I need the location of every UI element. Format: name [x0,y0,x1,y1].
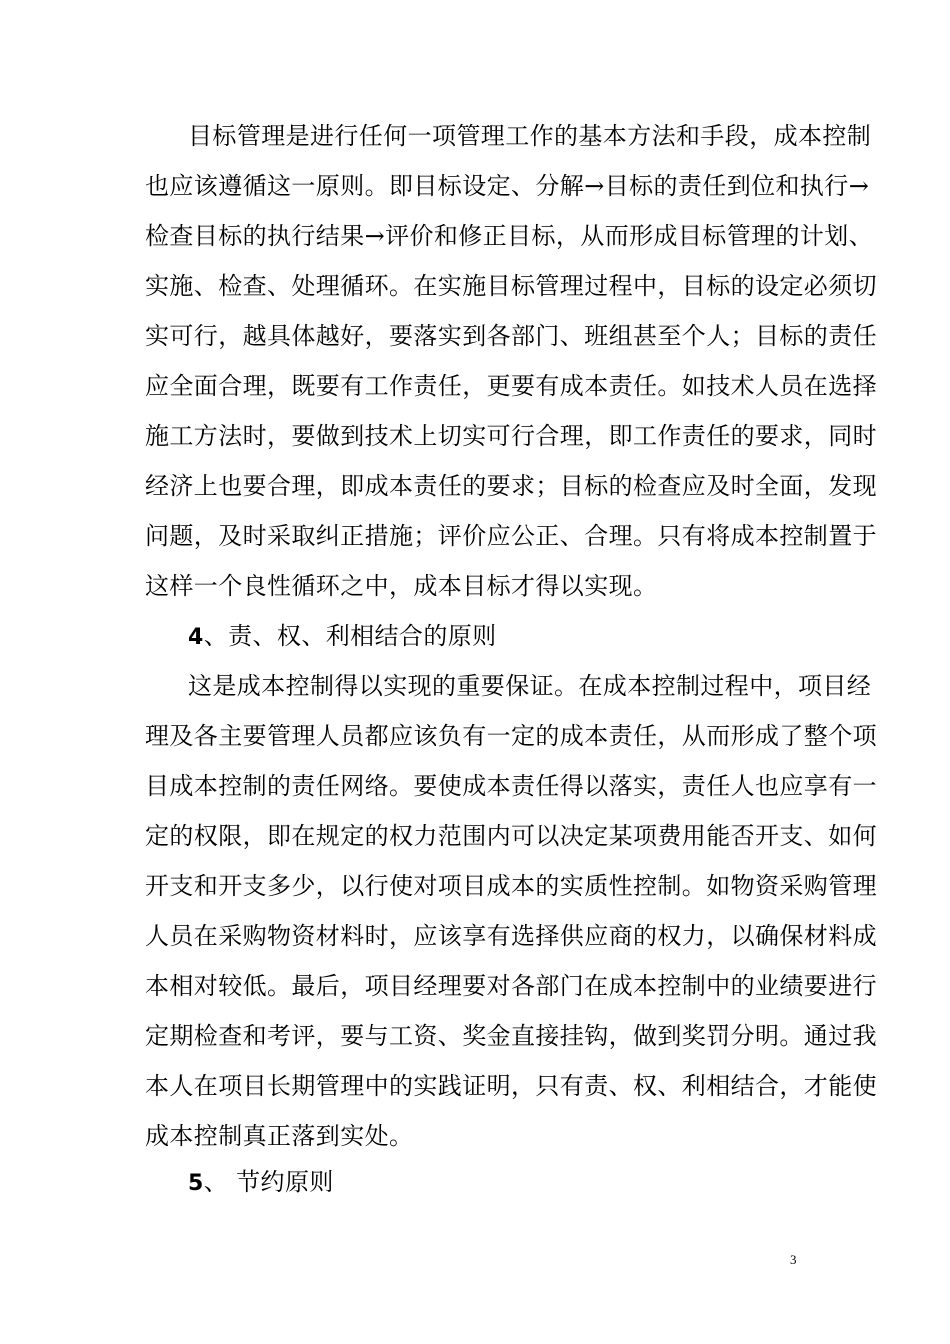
paragraph-2-line-10: 成本控制真正落到实处。 [145,1122,414,1150]
paragraph-2-line-6: 人员在采购物资材料时，应该享有选择供应商的权力，以确保材料成 [145,922,877,950]
paragraph-1-line-1: 目标管理是进行任何一项管理工作的基本方法和手段，成本控制 [188,122,872,150]
paragraph-1-line-10: 这样一个良性循环之中，成本目标才得以实现。 [145,572,658,600]
paragraph-1-line-8: 经济上也要合理，即成本责任的要求；目标的检查应及时全面，发现 [145,472,877,500]
paragraph-2-line-9: 本人在项目长期管理中的实践证明，只有责、权、利相结合，才能使 [145,1072,877,1100]
paragraph-1-line-2: 也应该遵循这一原则。即目标设定、分解→目标的责任到位和执行→ [145,172,870,200]
section-title: 、 节约原则 [203,1168,334,1196]
section-title: 、责、权、利相结合的原则 [203,622,497,650]
paragraph-1-line-5: 实可行，越具体越好，要落实到各部门、班组甚至个人；目标的责任 [145,322,877,350]
paragraph-2-line-3: 目成本控制的责任网络。要使成本责任得以落实，责任人也应享有一 [145,772,877,800]
paragraph-2-line-8: 定期检查和考评，要与工资、奖金直接挂钩，做到奖罚分明。通过我 [145,1022,877,1050]
section-number: 4 [188,625,204,650]
paragraph-2-line-4: 定的权限，即在规定的权力范围内可以决定某项费用能否开支、如何 [145,822,877,850]
paragraph-1-line-7: 施工方法时，要做到技术上切实可行合理，即工作责任的要求，同时 [145,422,877,450]
paragraph-1-line-3: 检查目标的执行结果→评价和修正目标，从而形成目标管理的计划、 [145,222,874,250]
paragraph-2-line-1: 这是成本控制得以实现的重要保证。在成本控制过程中，项目经 [188,672,872,700]
paragraph-2-line-7: 本相对较低。最后，项目经理要对各部门在成本控制中的业绩要进行 [145,972,877,1000]
paragraph-1-line-4: 实施、检查、处理循环。在实施目标管理过程中，目标的设定必须切 [145,272,877,300]
section-number: 5 [188,1171,204,1196]
page-number: 3 [790,1252,797,1267]
paragraph-2-line-5: 开支和开支多少，以行使对项目成本的实质性控制。如物资采购管理 [145,872,877,900]
paragraph-2-line-2: 理及各主要管理人员都应该负有一定的成本责任，从而形成了整个项 [145,722,877,750]
section-heading-4 [188,620,497,654]
paragraph-1-line-6: 应全面合理，既要有工作责任，更要有成本责任。如技术人员在选择 [145,372,877,400]
section-heading-5 [188,1166,334,1200]
paragraph-1-line-9: 问题，及时采取纠正措施；评价应公正、合理。只有将成本控制置于 [145,522,877,550]
